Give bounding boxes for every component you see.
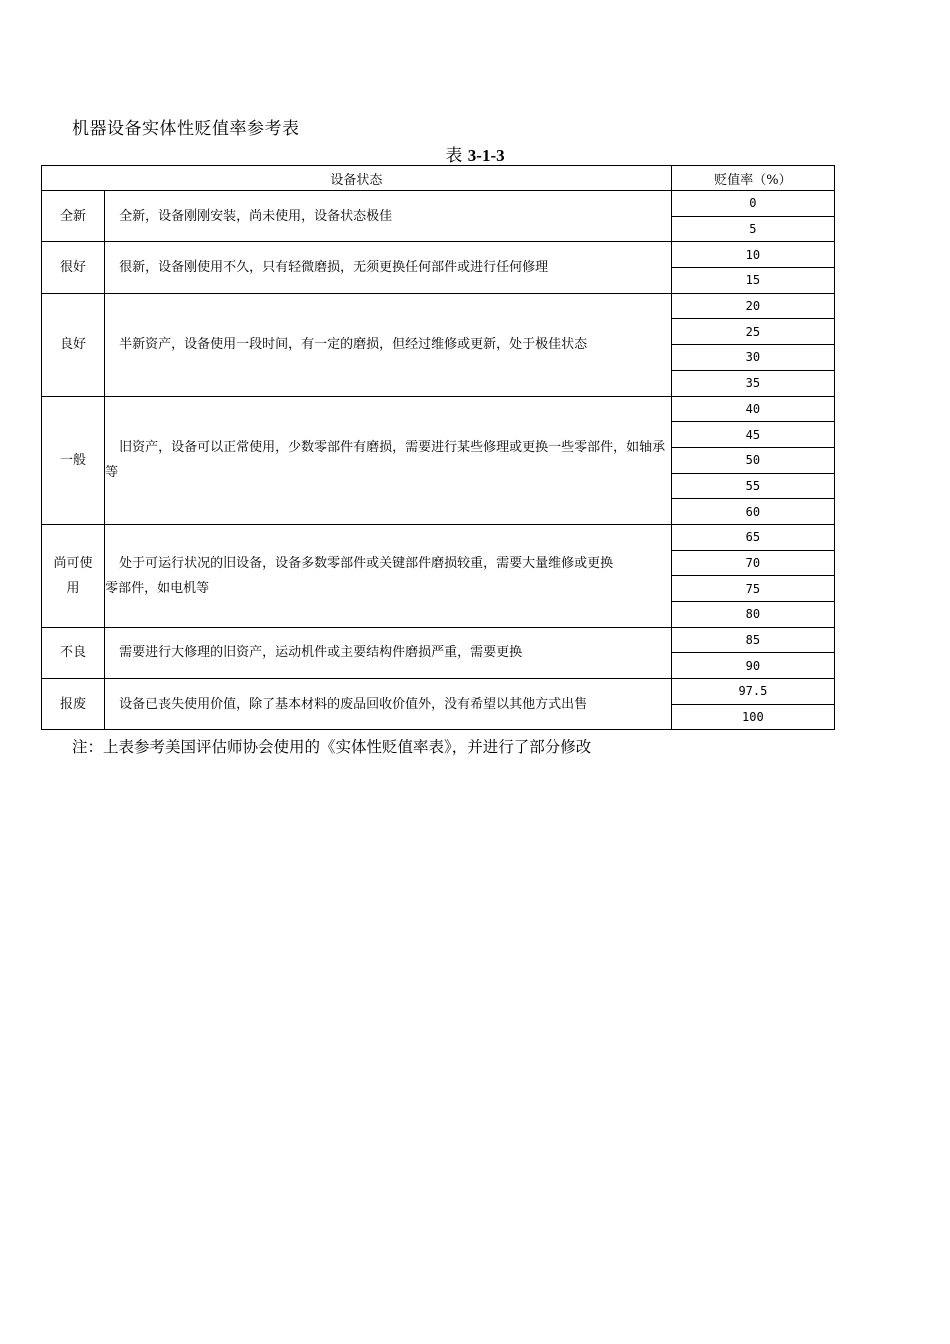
rate-cell: 90 <box>671 653 834 679</box>
description-cell <box>105 627 672 678</box>
category-cell <box>42 524 105 627</box>
description-text: 很新，设备刚使用不久，只有轻微磨损，无须更换任何部件或进行任何修理 <box>119 260 549 276</box>
table-row <box>42 627 835 653</box>
header-rate: 贬值率（%） <box>671 166 834 191</box>
rate-cell: 0 <box>671 191 834 217</box>
rate-cell: 30 <box>671 345 834 371</box>
rate-cell: 65 <box>671 524 834 550</box>
description-cell <box>105 679 672 730</box>
rate-cell: 97.5 <box>671 679 834 705</box>
description-text: 设备已丧失使用价值，除了基本材料的废品回收价值外，没有希望以其他方式出售 <box>119 696 588 712</box>
rate-cell: 50 <box>671 447 834 473</box>
table-row <box>42 293 835 319</box>
rate-cell: 40 <box>671 396 834 422</box>
description-text: 旧资产，设备可以正常使用，少数零部件有磨损，需要进行某些修理或更换一些零部件，如轴承等 <box>105 440 666 481</box>
category-cell: 不良 <box>42 627 105 678</box>
rate-cell: 85 <box>671 627 834 653</box>
description-text-line-2: 零部件，如电机等 <box>105 580 210 596</box>
rate-cell: 100 <box>671 704 834 730</box>
description-cell <box>105 396 672 524</box>
description-text-line-1: 处于可运行状况的旧设备，设备多数零部件或关键部件磨损较重，需要大量维修或更换 <box>119 555 614 571</box>
category-cell: 一般 <box>42 396 105 524</box>
rate-cell: 60 <box>671 499 834 525</box>
table-header-row <box>42 166 835 191</box>
table-row <box>42 191 835 217</box>
category-text: 尚可使用 <box>53 555 93 596</box>
table-caption-number: 3-1-3 <box>467 146 505 165</box>
rate-cell: 5 <box>671 216 834 242</box>
rate-cell: 10 <box>671 242 834 268</box>
rate-cell: 80 <box>671 602 834 628</box>
rate-cell: 45 <box>671 422 834 448</box>
rate-cell: 70 <box>671 550 834 576</box>
rate-cell: 55 <box>671 473 834 499</box>
category-cell: 良好 <box>42 293 105 396</box>
rate-cell: 25 <box>671 319 834 345</box>
description-cell <box>105 524 672 627</box>
table-caption-prefix: 表 <box>445 146 463 166</box>
rate-cell: 75 <box>671 576 834 602</box>
rate-cell: 20 <box>671 293 834 319</box>
document-title: 机器设备实体性贬值率参考表 <box>72 119 300 139</box>
description-cell <box>105 242 672 293</box>
description-text: 需要进行大修理的旧资产，运动机件或主要结构件磨损严重，需要更换 <box>119 645 523 661</box>
rate-cell: 35 <box>671 370 834 396</box>
depreciation-rate-table <box>41 165 835 730</box>
header-status: 设备状态 <box>42 166 672 191</box>
table-footnote: 注：上表参考美国评估师协会使用的《实体性贬值率表》，并进行了部分修改 <box>72 738 592 756</box>
description-text: 半新资产，设备使用一段时间，有一定的磨损，但经过维修或更新，处于极佳状态 <box>119 337 588 353</box>
rate-cell: 15 <box>671 268 834 294</box>
table-row <box>42 242 835 268</box>
table-caption <box>0 141 950 166</box>
description-cell <box>105 191 672 242</box>
description-cell <box>105 293 672 396</box>
table-row <box>42 396 835 422</box>
description-text: 全新，设备刚刚安装，尚未使用，设备状态极佳 <box>119 208 393 224</box>
category-cell: 全新 <box>42 191 105 242</box>
category-cell: 报废 <box>42 679 105 730</box>
category-cell: 很好 <box>42 242 105 293</box>
table-row <box>42 524 835 550</box>
table-row <box>42 679 835 705</box>
